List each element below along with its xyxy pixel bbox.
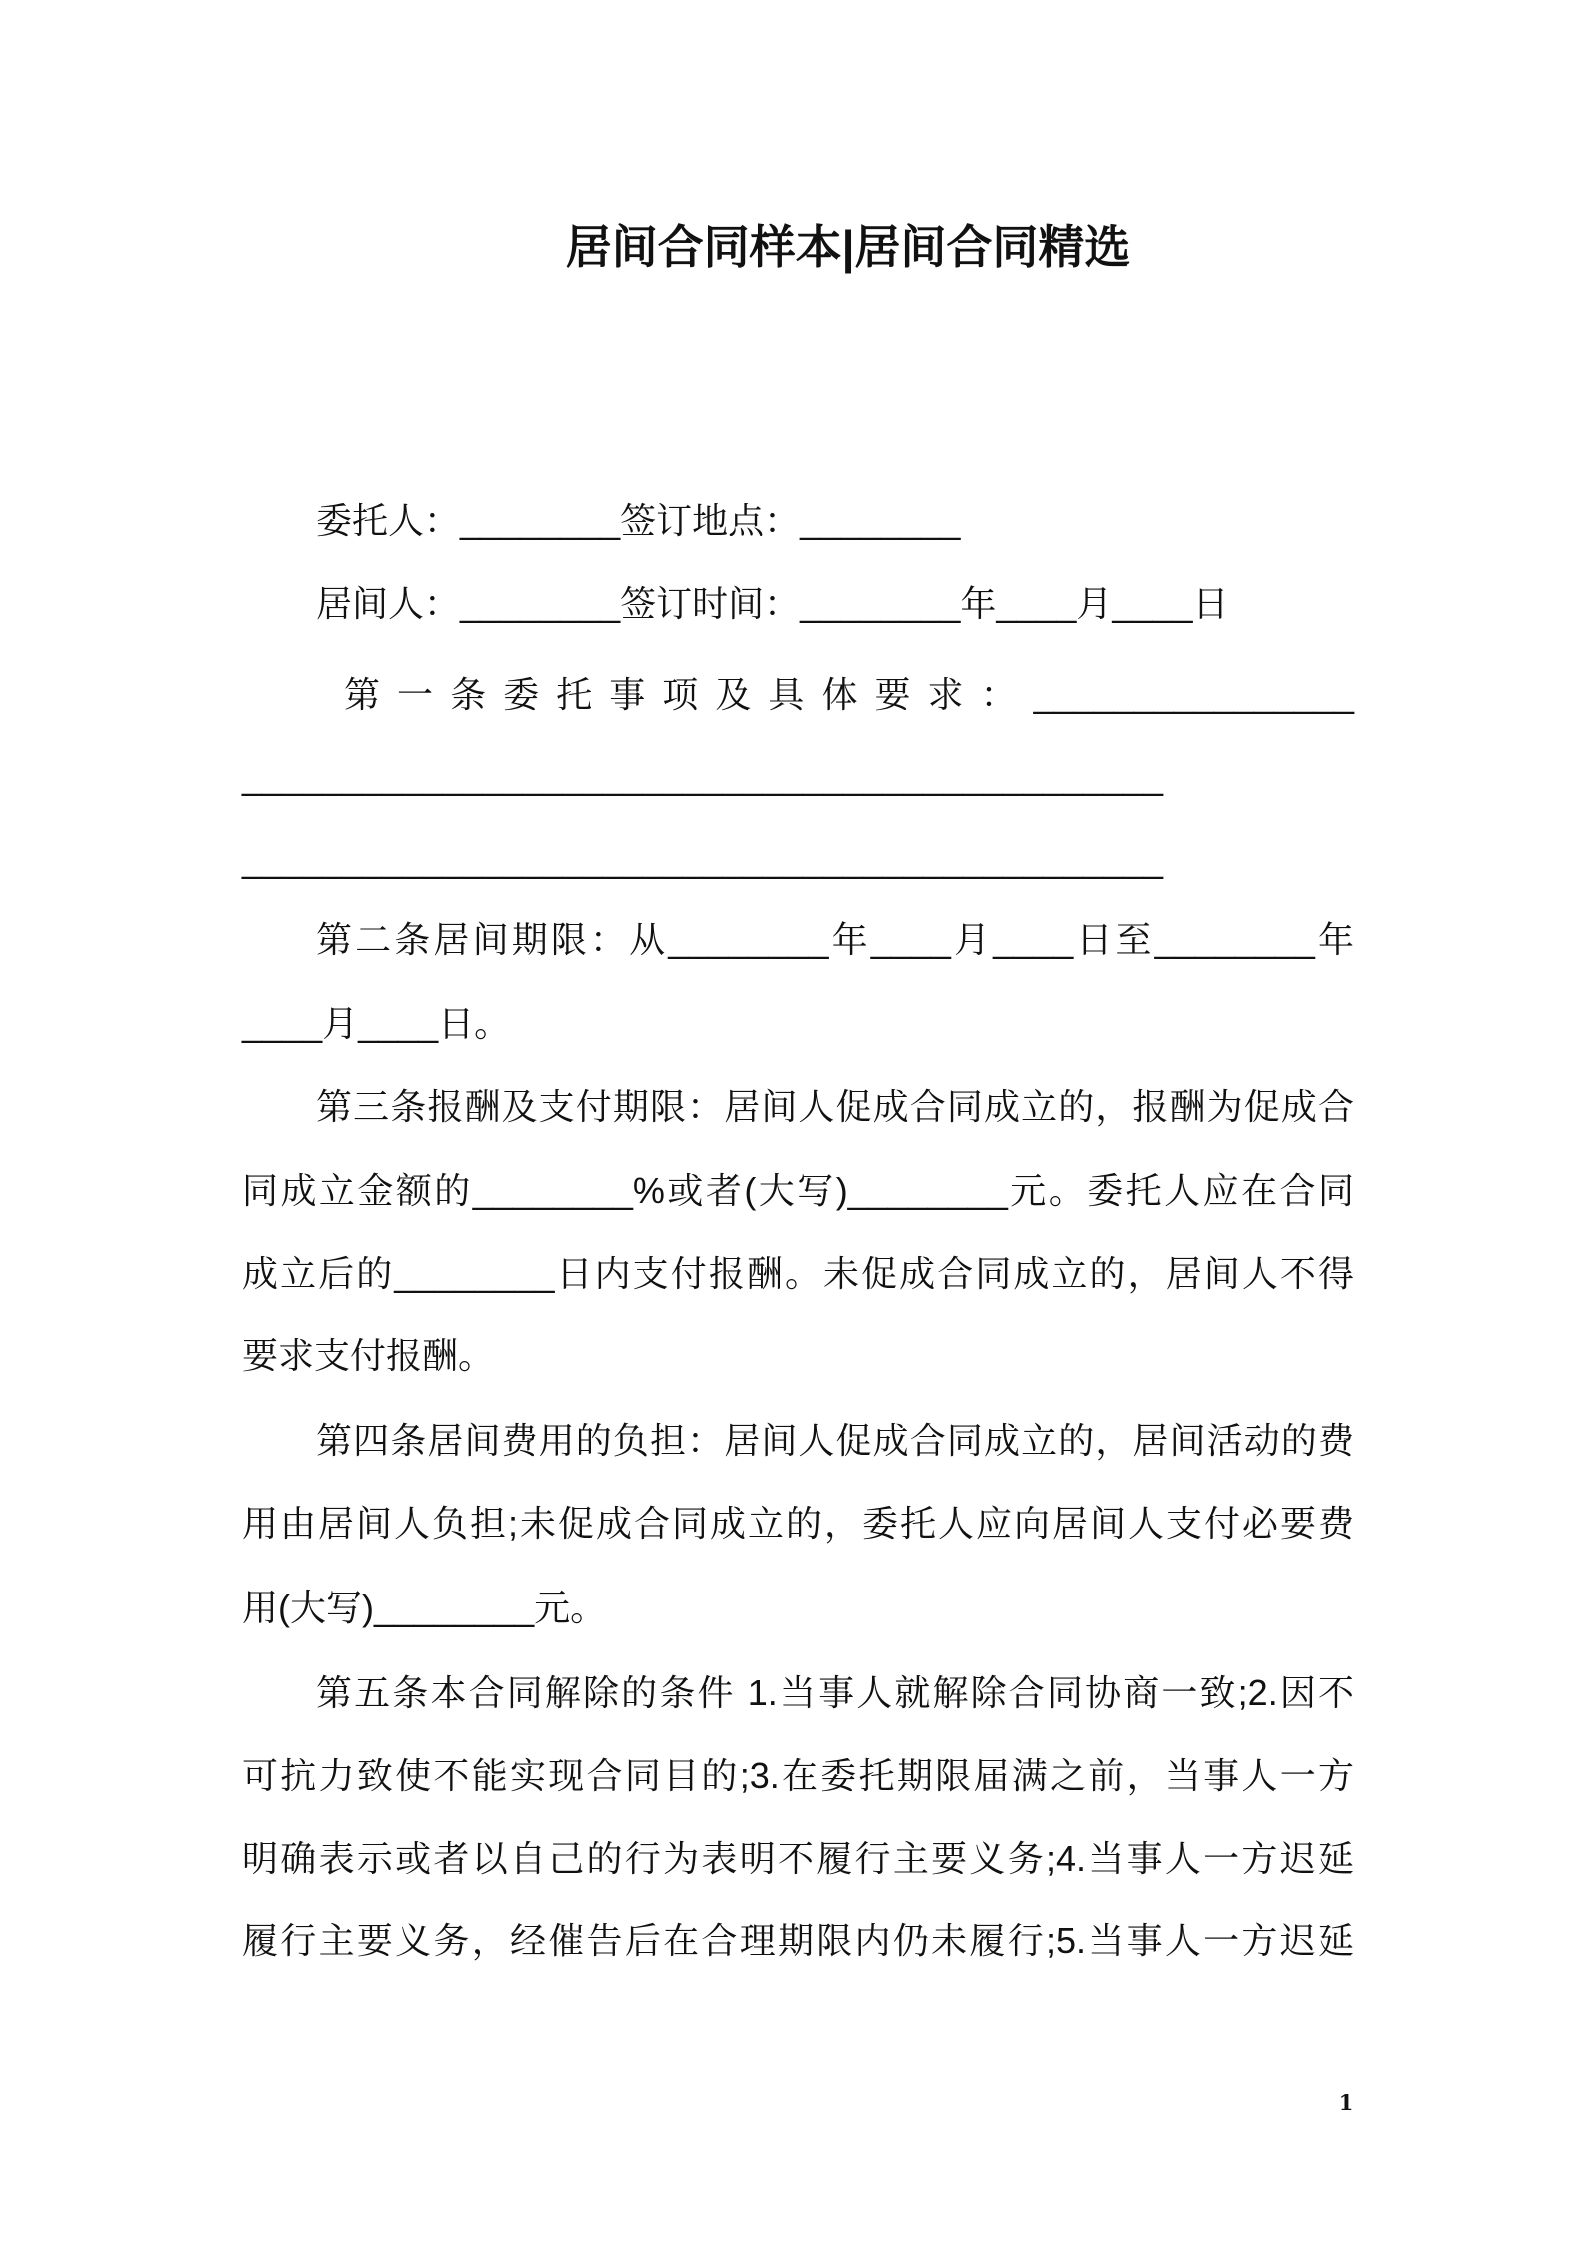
article-5-line: 可抗力致使不能实现合同目的;3.在委托期限届满之前，当事人一方 bbox=[242, 1755, 1354, 1796]
article-5-line: 明确表示或者以自己的行为表明不履行主要义务;4.当事人一方迟延 bbox=[242, 1838, 1354, 1879]
broker-and-signing-date-line: 居间人：________签订时间：________年____月____日 bbox=[316, 583, 1229, 624]
article-4-line: 用(大写)________元。 bbox=[242, 1587, 607, 1628]
article-1-line: 第一条委托事项及具体要求：________________ bbox=[344, 674, 1354, 715]
article-2-line: 第二条居间期限：从________年____月____日至________年 bbox=[316, 919, 1354, 960]
page-number: 1 bbox=[1338, 2090, 1354, 2115]
article-5-line: 第五条本合同解除的条件 1.当事人就解除合同协商一致;2.因不 bbox=[316, 1672, 1354, 1713]
article-1-blank-line: ______________________________________________ bbox=[242, 756, 1163, 797]
article-3-line: 第三条报酬及支付期限：居间人促成合同成立的，报酬为促成合 bbox=[316, 1086, 1354, 1127]
client-and-signing-place-line: 委托人：________签订地点：________ bbox=[316, 500, 961, 541]
document-title: 居间合同样本|居间合同精选 bbox=[565, 221, 1131, 273]
article-5-line: 履行主要义务，经催告后在合理期限内仍未履行;5.当事人一方迟延 bbox=[242, 1920, 1354, 1961]
article-3-line: 同成立金额的________%或者(大写)________元。委托人应在合同 bbox=[242, 1170, 1354, 1211]
article-3-line: 要求支付报酬。 bbox=[242, 1335, 495, 1376]
article-4-line: 第四条居间费用的负担：居间人促成合同成立的，居间活动的费 bbox=[316, 1420, 1354, 1461]
article-3-line: 成立后的________日内支付报酬。未促成合同成立的，居间人不得 bbox=[242, 1253, 1354, 1294]
article-1-blank-line: ______________________________________________ bbox=[242, 839, 1163, 880]
article-2-line: ____月____日。 bbox=[242, 1003, 511, 1044]
article-4-line: 用由居间人负担;未促成合同成立的，委托人应向居间人支付必要费 bbox=[242, 1503, 1354, 1544]
